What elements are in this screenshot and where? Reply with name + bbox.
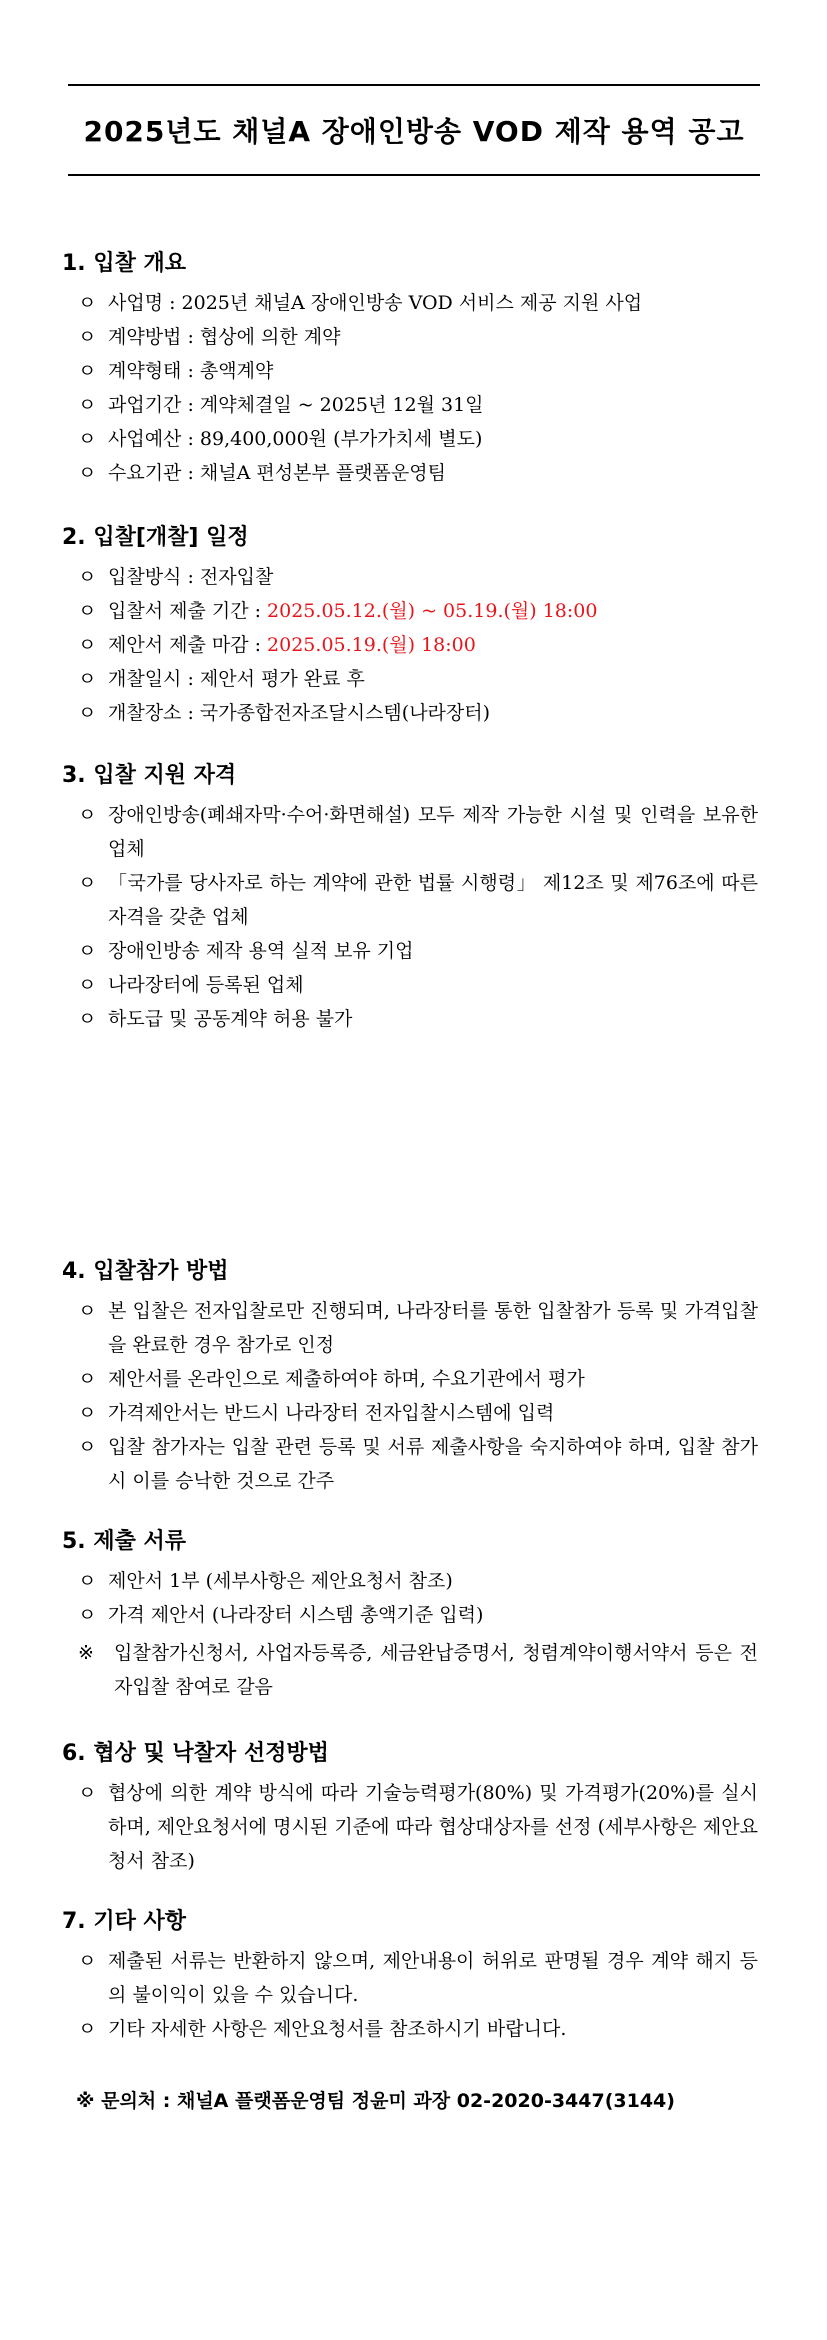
list-item: ㅇ 사업예산 : 89,400,000원 (부가가치세 별도) bbox=[78, 422, 758, 456]
list-item: ㅇ 개찰일시 : 제안서 평가 완료 후 bbox=[78, 662, 758, 696]
contact-info: ※ 문의처 : 채널A 플랫폼운영팀 정윤미 과장 02-2020-3447(3144) bbox=[76, 2090, 675, 2112]
list-item: ㅇ 제출된 서류는 반환하지 않으며, 제안내용이 허위로 판명될 경우 계약 해지 등의 불이익이 있을 수 있습니다. bbox=[78, 1944, 758, 2012]
bullet-mark: ㅇ bbox=[78, 974, 97, 996]
bullet-mark: ㅇ bbox=[78, 1604, 97, 1626]
list-item: ㅇ 「국가를 당사자로 하는 계약에 관한 법률 시행령」 제12조 및 제76조에 따른 자격을 갖춘 업체 bbox=[78, 866, 758, 934]
section-heading-eligibility: 3. 입찰 지원 자격 bbox=[62, 763, 237, 788]
bullet-mark: ㅇ bbox=[78, 1300, 97, 1322]
bullet-mark: ㅇ bbox=[78, 394, 97, 416]
bullet-mark: ㅇ bbox=[78, 360, 97, 382]
bullet-mark: ㅇ bbox=[78, 1436, 97, 1458]
list-item: ㅇ 입찰방식 : 전자입찰 bbox=[78, 560, 758, 594]
bullet-mark: ㅇ bbox=[78, 634, 97, 656]
section-heading-participation: 4. 입찰참가 방법 bbox=[62, 1259, 229, 1284]
bullet-mark: ㅇ bbox=[78, 804, 97, 826]
section-heading-schedule: 2. 입찰[개찰] 일정 bbox=[62, 525, 249, 550]
bullet-mark: ㅇ bbox=[78, 940, 97, 962]
bullet-mark: ㅇ bbox=[78, 872, 97, 894]
list-item: ㅇ 나라장터에 등록된 업체 bbox=[78, 968, 758, 1002]
list-item: ㅇ 수요기관 : 채널A 편성본부 플랫폼운영팀 bbox=[78, 456, 758, 490]
list-item: ㅇ 입찰서 제출 기간 : 2025.05.12.(월) ~ 05.19.(월) 18:00 bbox=[78, 594, 758, 628]
bullet-mark: ㅇ bbox=[78, 428, 97, 450]
list-item: ㅇ 계약방법 : 협상에 의한 계약 bbox=[78, 320, 758, 354]
bullet-mark: ㅇ bbox=[78, 1782, 97, 1804]
documents-note: ※ 입찰참가신청서, 사업자등록증, 세금완납증명서, 청렴계약이행서약서 등은 전자입찰 참여로 갈음 bbox=[78, 1636, 758, 1704]
bullet-mark: ㅇ bbox=[78, 462, 97, 484]
bullet-mark: ㅇ bbox=[78, 1402, 97, 1424]
list-item: ㅇ 사업명 : 2025년 채널A 장애인방송 VOD 서비스 제공 지원 사업 bbox=[78, 286, 758, 320]
note-mark: ※ bbox=[78, 1642, 94, 1664]
list-item: ㅇ 제안서를 온라인으로 제출하여야 하며, 수요기관에서 평가 bbox=[78, 1362, 758, 1396]
section-heading-other: 7. 기타 사항 bbox=[62, 1909, 186, 1934]
bullet-mark: ㅇ bbox=[78, 566, 97, 588]
title-bottom-rule bbox=[68, 174, 760, 176]
list-item: ㅇ 장애인방송 제작 용역 실적 보유 기업 bbox=[78, 934, 758, 968]
bullet-mark: ㅇ bbox=[78, 668, 97, 690]
bullet-mark: ㅇ bbox=[78, 326, 97, 348]
list-item: ㅇ 가격 제안서 (나라장터 시스템 총액기준 입력) bbox=[78, 1598, 758, 1632]
bullet-mark: ㅇ bbox=[78, 1008, 97, 1030]
bullet-mark: ㅇ bbox=[78, 600, 97, 622]
list-item: ㅇ 장애인방송(폐쇄자막·수어·화면해설) 모두 제작 가능한 시설 및 인력을 보유한 업체 bbox=[78, 798, 758, 866]
bullet-mark: ㅇ bbox=[78, 292, 97, 314]
proposal-deadline-date: 2025.05.19.(월) 18:00 bbox=[267, 634, 476, 656]
list-item: ㅇ 하도급 및 공동계약 허용 불가 bbox=[78, 1002, 758, 1036]
list-item: ㅇ 협상에 의한 계약 방식에 따라 기술능력평가(80%) 및 가격평가(20%)를 실시하며, 제안요청서에 명시된 기준에 따라 협상대상자를 선정 (세부사항은 제안요청서 참조) bbox=[78, 1776, 758, 1878]
list-item: ㅇ 가격제안서는 반드시 나라장터 전자입찰시스템에 입력 bbox=[78, 1396, 758, 1430]
section-heading-overview: 1. 입찰 개요 bbox=[62, 251, 186, 276]
list-item: ㅇ 입찰 참가자는 입찰 관련 등록 및 서류 제출사항을 숙지하여야 하며, 입찰 참가 시 이를 승낙한 것으로 간주 bbox=[78, 1430, 758, 1498]
bid-period-date: 2025.05.12.(월) ~ 05.19.(월) 18:00 bbox=[267, 600, 598, 622]
list-item: ㅇ 본 입찰은 전자입찰로만 진행되며, 나라장터를 통한 입찰참가 등록 및 가격입찰을 완료한 경우 참가로 인정 bbox=[78, 1294, 758, 1362]
bullet-mark: ㅇ bbox=[78, 702, 97, 724]
list-item: ㅇ 계약형태 : 총액계약 bbox=[78, 354, 758, 388]
bullet-mark: ㅇ bbox=[78, 1950, 97, 1972]
section-heading-selection: 6. 협상 및 낙찰자 선정방법 bbox=[62, 1741, 329, 1766]
document-title: 2025년도 채널A 장애인방송 VOD 제작 용역 공고 bbox=[83, 115, 745, 148]
title-top-rule bbox=[68, 84, 760, 86]
section-heading-documents: 5. 제출 서류 bbox=[62, 1529, 186, 1554]
list-item: ㅇ 제안서 1부 (세부사항은 제안요청서 참조) bbox=[78, 1564, 758, 1598]
bullet-mark: ㅇ bbox=[78, 1368, 97, 1390]
list-item: ㅇ 개찰장소 : 국가종합전자조달시스템(나라장터) bbox=[78, 696, 758, 730]
bullet-mark: ㅇ bbox=[78, 1570, 97, 1592]
bullet-mark: ㅇ bbox=[78, 2018, 97, 2040]
list-item: ㅇ 과업기간 : 계약체결일 ~ 2025년 12월 31일 bbox=[78, 388, 758, 422]
list-item: ㅇ 제안서 제출 마감 : 2025.05.19.(월) 18:00 bbox=[78, 628, 758, 662]
list-item: ㅇ 기타 자세한 사항은 제안요청서를 참조하시기 바랍니다. bbox=[78, 2012, 758, 2046]
